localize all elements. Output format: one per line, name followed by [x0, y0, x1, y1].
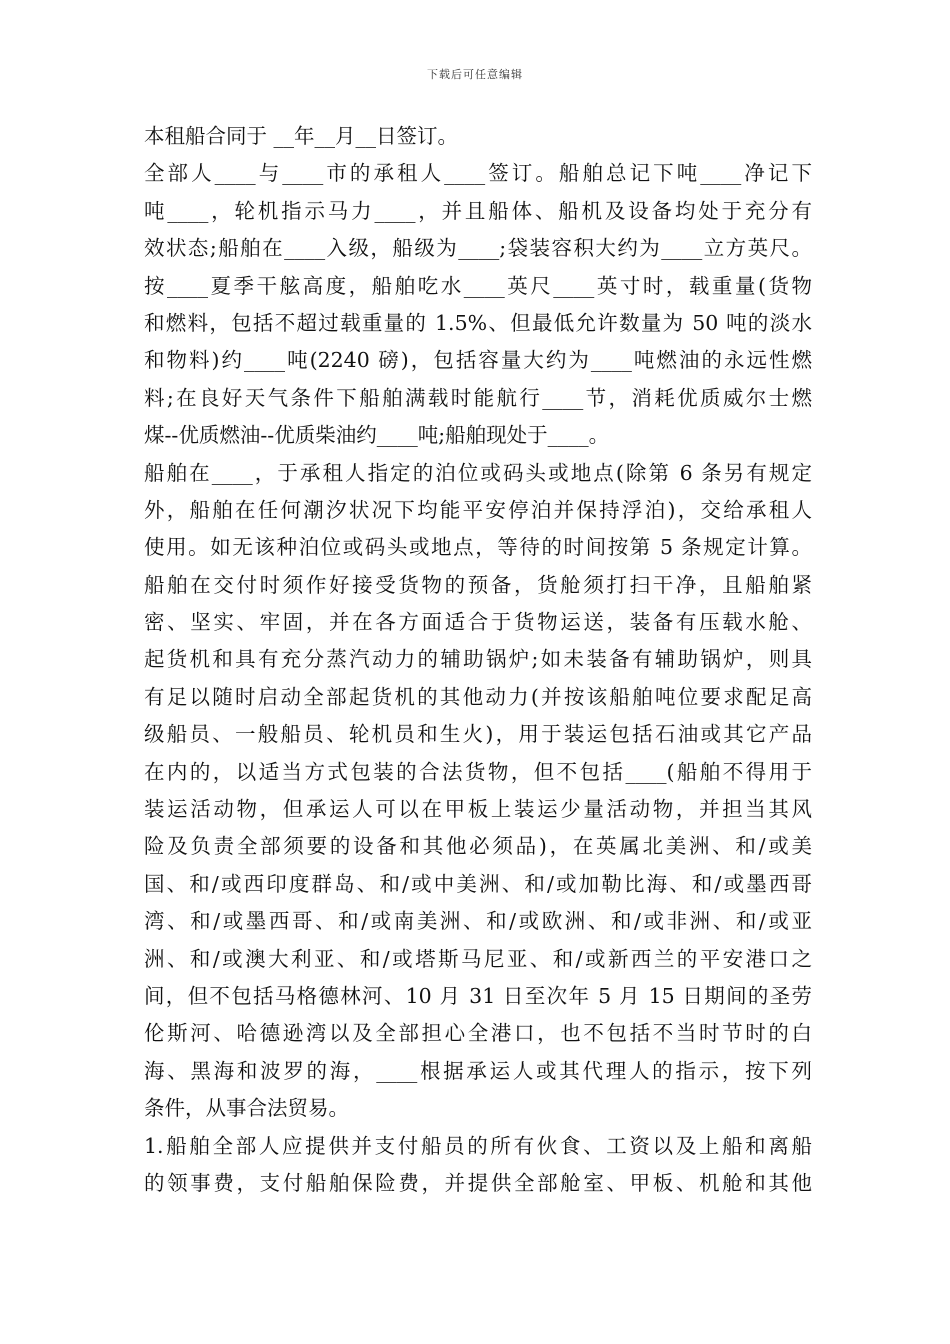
text-line-11: 外，船舶在任何潮汐状况下均能平安停泊并保持浮泊)，交给承租人 — [144, 497, 812, 522]
text-line-25: 伦斯河、哈德逊湾以及全部担心全港口，也不包括不当时节时的白 — [144, 1021, 812, 1046]
text-line-27: 条件，从事合法贸易。 — [144, 1096, 349, 1121]
text-line-12: 使用。如无该种泊位或码头或地点，等待的时间按第 5 条规定计算。 — [144, 535, 812, 560]
text-line-5: 按____夏季干舷高度，船舶吃水____英尺____英寸时，载重量(货物 — [144, 273, 812, 298]
text-line-8: 料;在良好天气条件下船舶满载时能航行____节，消耗优质威尔士燃 — [144, 385, 812, 410]
text-line-7: 和物料)约____吨(2240 磅)，包括容量大约为____吨燃油的永远性燃 — [144, 348, 812, 373]
text-line-4: 效状态;船舶在____入级，船级为____;袋装容积大约为____立方英尺。 — [144, 236, 812, 261]
text-line-20: 险及负责全部须要的设备和其他必须品)，在英属北美洲、和/或美 — [144, 834, 812, 859]
text-line-17: 级船员、一般船员、轮机员和生火)，用于装运包括石油或其它产品 — [144, 722, 812, 747]
text-line-15: 起货机和具有充分蒸汽动力的辅助锅炉;如未装备有辅助锅炉，则具 — [144, 647, 812, 672]
text-line-18: 在内的，以适当方式包装的合法货物，但不包括____(船舶不得用于 — [144, 759, 812, 784]
text-line-26: 海、黑海和波罗的海，____根据承运人或其代理人的指示，按下列 — [144, 1058, 812, 1083]
text-line-19: 装运活动物，但承运人可以在甲板上装运少量活动物，并担当其风 — [144, 797, 812, 822]
text-line-9: 煤--优质燃油--优质柴油约____吨;船舶现处于____。 — [144, 423, 610, 448]
text-line-28: 1.船舶全部人应提供并支付船员的所有伙食、工资以及上船和离船 — [144, 1133, 812, 1158]
text-line-21: 国、和/或西印度群岛、和/或中美洲、和/或加勒比海、和/或墨西哥 — [144, 871, 812, 896]
text-line-14: 密、坚实、牢固，并在各方面适合于货物运送，装备有压载水舱、 — [144, 610, 812, 635]
document-body — [144, 118, 812, 1202]
text-line-13: 船舶在交付时须作好接受货物的预备，货舱须打扫干净，且船舶紧 — [144, 572, 812, 597]
text-line-10: 船舶在____，于承租人指定的泊位或码头或地点(除第 6 条另有规定 — [144, 460, 812, 485]
text-line-23: 洲、和/或澳大利亚、和/或塔斯马尼亚、和/或新西兰的平安港口之 — [144, 946, 812, 971]
text-line-16: 有足以随时启动全部起货机的其他动力(并按该船舶吨位要求配足高 — [144, 684, 812, 709]
text-line-3: 吨____，轮机指示马力____，并且船体、船机及设备均处于充分有 — [144, 198, 812, 223]
text-line-29: 的领事费，支付船舶保险费，并提供全部舱室、甲板、机舱和其他 — [144, 1170, 812, 1195]
text-line-1: 本租船合同于 __年__月__日签订。 — [144, 124, 459, 148]
text-line-24: 间，但不包括马格德林河、10 月 31 日至次年 5 月 15 日期间的圣劳 — [144, 983, 812, 1008]
text-line-2: 全部人____与____市的承租人____签订。船舶总记下吨____净记下 — [144, 161, 812, 186]
text-line-22: 湾、和/或墨西哥、和/或南美洲、和/或欧洲、和/或非洲、和/或亚 — [144, 909, 812, 934]
text-line-6: 和燃料，包括不超过载重量的 1.5%、但最低允许数量为 50 吨的淡水 — [144, 310, 812, 335]
page-header: 下载后可任意编辑 — [427, 68, 523, 81]
